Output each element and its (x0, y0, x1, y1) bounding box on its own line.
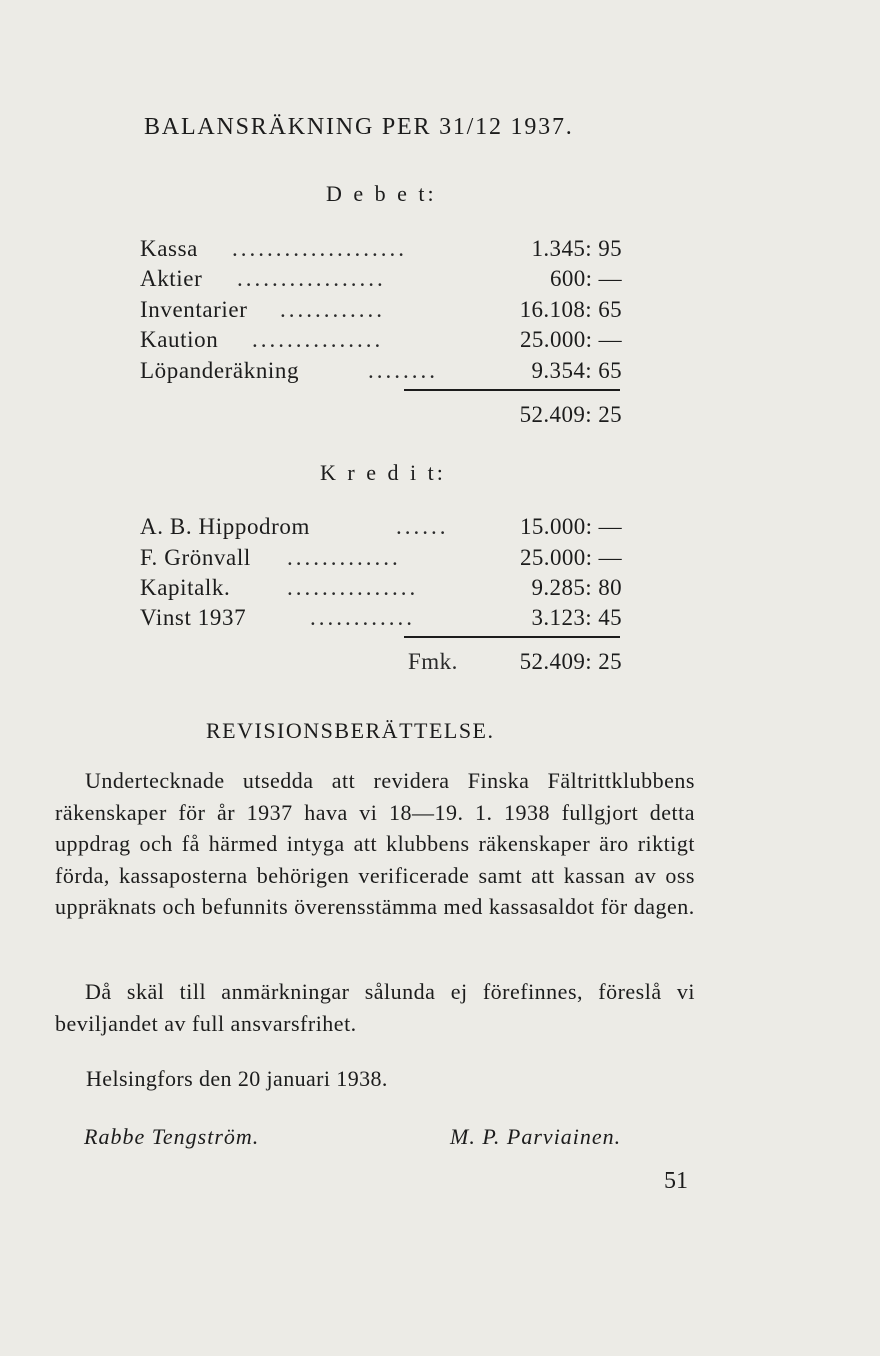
debet-row (140, 266, 622, 296)
row-amount: 15.000: — (520, 514, 622, 539)
row-label: Inventarier (140, 297, 248, 322)
leader-dots: ............... (252, 327, 384, 352)
kredit-row (140, 514, 622, 544)
kredit-sum-rule (404, 636, 620, 638)
debet-row (140, 297, 622, 327)
revision-paragraph: Undertecknade utsedda att revidera Finska Fältrittklubbens räkenskaper för år 1937 hava vi 18—19. 1. 1938 fullgjort detta uppdrag och få härmed intyga att klubbens räkenskaper äro riktigt förda, kassaposterna behörigen verificerade samt att kassan av oss uppräknats och befunnits överensstämma med kassasaldot för dagen. (55, 768, 695, 919)
row-amount: 600: — (549, 266, 622, 291)
kredit-total-row (140, 649, 622, 679)
row-amount: 9.354: 65 (531, 358, 622, 383)
row-amount: 9.285: 80 (531, 575, 622, 600)
currency-label: Fmk. (408, 649, 458, 674)
row-label: Vinst 1937 (140, 605, 247, 630)
signature-auditor-1: Rabbe Tengström. (84, 1124, 260, 1149)
row-amount: 3.123: 45 (531, 605, 622, 630)
leader-dots: ........ (368, 358, 438, 383)
balance-sheet-title: BALANSRÄKNING PER 31/12 1937. (144, 114, 574, 140)
debet-total-row (140, 402, 622, 432)
kredit-row (140, 605, 622, 635)
row-label: Kapitalk. (140, 575, 231, 600)
debet-row (140, 358, 622, 388)
leader-dots: ...... (396, 514, 449, 539)
row-amount: 16.108: 65 (519, 297, 622, 322)
debet-row (140, 236, 622, 266)
leader-dots: ............ (280, 297, 385, 322)
row-label: Löpanderäkning (140, 358, 300, 383)
page-number: 51 (664, 1168, 688, 1194)
debet-row (140, 327, 622, 357)
debet-total: 52.409: 25 (519, 402, 622, 427)
kredit-row (140, 545, 622, 575)
row-amount: 25.000: — (520, 327, 622, 352)
row-amount: 25.000: — (520, 545, 622, 570)
debet-sum-rule (404, 389, 620, 391)
kredit-total: 52.409: 25 (519, 649, 622, 674)
row-amount: 1.345: 95 (531, 236, 622, 261)
row-label: Kaution (140, 327, 219, 352)
kredit-row (140, 575, 622, 605)
row-label: A. B. Hippodrom (140, 514, 310, 539)
debet-heading: D e b e t: (326, 181, 437, 206)
revision-heading: REVISIONSBERÄTTELSE. (206, 718, 495, 743)
leader-dots: .................... (232, 236, 407, 261)
row-label: Aktier (140, 266, 203, 291)
kredit-heading: K r e d i t: (320, 460, 446, 485)
leader-dots: ................. (237, 266, 386, 291)
row-label: F. Grönvall (140, 545, 251, 570)
leader-dots: ............. (287, 545, 401, 570)
row-label: Kassa (140, 236, 198, 261)
place-date: Helsingfors den 20 januari 1938. (86, 1066, 388, 1091)
signature-auditor-2: M. P. Parviainen. (450, 1124, 622, 1149)
revision-paragraph: Då skäl till anmärkningar sålunda ej förefinnes, föreslå vi beviljandet av full ansvarsfrihet. (55, 979, 695, 1036)
leader-dots: ............... (287, 575, 419, 600)
leader-dots: ............ (310, 605, 415, 630)
